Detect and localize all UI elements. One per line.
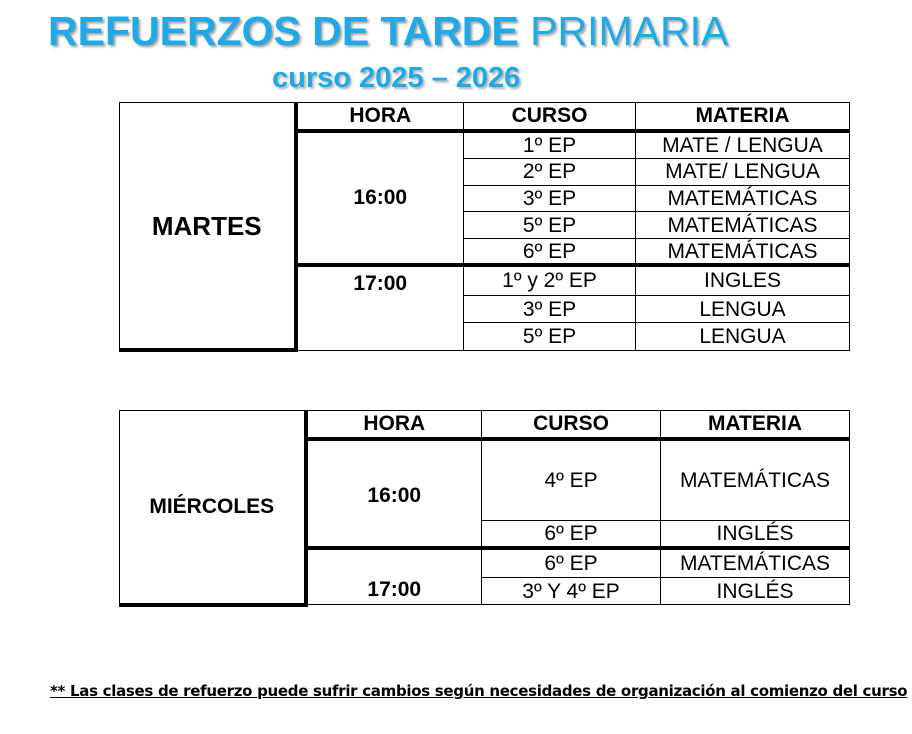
materia-cell: MATEMÁTICAS: [636, 239, 850, 265]
miercoles-header-row: [120, 411, 850, 439]
curso-cell: 6º EP: [482, 521, 661, 548]
miercoles-schedule-table: [119, 410, 850, 607]
curso-cell: 6º EP: [482, 548, 661, 578]
materia-cell: MATEMÁTICAS: [636, 185, 850, 211]
materia-cell: MATE/ LENGUA: [636, 158, 850, 185]
curso-cell: 2º EP: [464, 158, 636, 185]
title-bold: REFUERZOS DE TARDE: [48, 8, 519, 54]
curso-cell: 5º EP: [464, 323, 636, 350]
curso-cell: 1º y 2º EP: [464, 265, 636, 295]
curso-cell: 4º EP: [482, 439, 661, 521]
curso-cell: 3º EP: [464, 295, 636, 322]
miercoles-hora-1600: 16:00: [306, 439, 482, 548]
materia-cell: INGLÉS: [661, 578, 850, 605]
materia-cell: MATEMÁTICAS: [636, 212, 850, 239]
martes-header-row: [120, 103, 850, 131]
miercoles-day-cell: MIÉRCOLES: [120, 411, 306, 605]
miercoles-materia-header: MATERIA: [661, 411, 850, 439]
curso-cell: 6º EP: [464, 239, 636, 265]
martes-schedule-table: [119, 102, 850, 352]
materia-cell: LENGUA: [636, 323, 850, 350]
materia-cell: INGLÉS: [661, 521, 850, 548]
page-title: [48, 8, 728, 55]
miercoles-curso-header: CURSO: [482, 411, 661, 439]
curso-cell: 1º EP: [464, 131, 636, 158]
martes-hora-1600: 16:00: [296, 131, 464, 265]
page-subtitle: curso 2025 – 2026: [272, 62, 521, 94]
martes-day-cell: MARTES: [120, 103, 296, 351]
curso-cell: 3º EP: [464, 185, 636, 211]
materia-cell: LENGUA: [636, 295, 850, 322]
materia-cell: INGLES: [636, 265, 850, 295]
title-light: PRIMARIA: [530, 8, 729, 54]
martes-hora-header: HORA: [296, 103, 464, 131]
miercoles-hora-1700: 17:00: [306, 548, 482, 605]
martes-hora-1700: 17:00: [296, 265, 464, 350]
curso-cell: 5º EP: [464, 212, 636, 239]
curso-cell: 3º Y 4º EP: [482, 578, 661, 605]
materia-cell: MATEMÁTICAS: [661, 439, 850, 521]
footnote: ** Las clases de refuerzo puede sufrir cambios según necesidades de organización al comienzo del curso: [50, 682, 908, 700]
materia-cell: MATE / LENGUA: [636, 131, 850, 158]
martes-materia-header: MATERIA: [636, 103, 850, 131]
martes-curso-header: CURSO: [464, 103, 636, 131]
materia-cell: MATEMÁTICAS: [661, 548, 850, 578]
miercoles-hora-header: HORA: [306, 411, 482, 439]
